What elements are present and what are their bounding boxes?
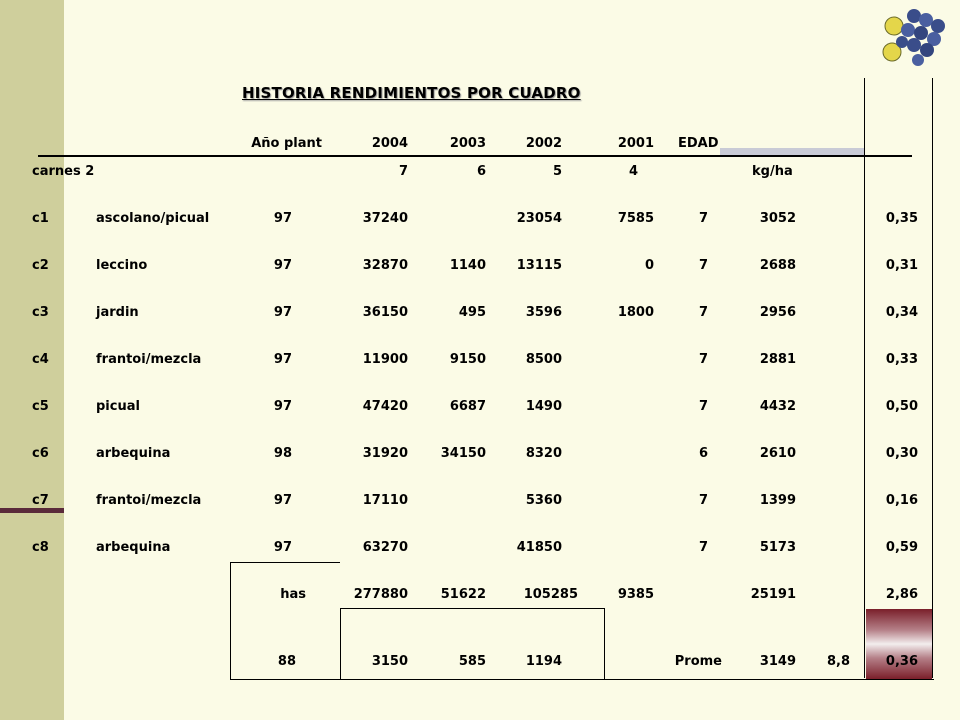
row-id: c2 (32, 258, 49, 273)
totals-2003: 51622 (440, 587, 486, 602)
row-ano: 97 (273, 352, 292, 367)
row-2003: 1140 (449, 258, 486, 273)
subheader-2004: 7 (398, 164, 408, 179)
row-id: c1 (32, 211, 49, 226)
row-2004: 17110 (362, 493, 408, 508)
summary-box-top (230, 562, 340, 563)
grapes-icon (878, 6, 958, 76)
row-kgha: 2688 (759, 258, 796, 273)
bottom-divider (230, 679, 934, 680)
row-2001: 7585 (617, 211, 654, 226)
row-2004: 63270 (362, 540, 408, 555)
col-header-ano: Año plant (251, 136, 322, 151)
row-id: c3 (32, 305, 49, 320)
row-ratio: 0,31 (885, 258, 918, 273)
totals-2004: 277880 (353, 587, 408, 602)
header-divider (38, 155, 912, 157)
row-variety: arbequina (96, 446, 171, 461)
row-2001: 0 (644, 258, 654, 273)
row-ratio: 0,33 (885, 352, 918, 367)
row-id: c8 (32, 540, 49, 555)
row-kgha: 1399 (759, 493, 796, 508)
row-edad: 7 (698, 540, 708, 555)
row-2003: 495 (458, 305, 486, 320)
subheader-unit: kg/ha (752, 164, 793, 179)
avg-2003: 585 (458, 654, 486, 669)
row-2002: 8320 (525, 446, 562, 461)
row-ano: 97 (273, 540, 292, 555)
row-ano: 97 (273, 305, 292, 320)
row-edad: 7 (698, 211, 708, 226)
row-kgha: 3052 (759, 211, 796, 226)
average-box-top (340, 608, 604, 609)
row-edad: 7 (698, 305, 708, 320)
row-2004: 36150 (362, 305, 408, 320)
row-variety: ascolano/picual (96, 211, 210, 226)
avg-extra: 8,8 (826, 654, 850, 669)
row-2002: 41850 (516, 540, 562, 555)
row-ratio: 0,35 (885, 211, 918, 226)
row-id: c7 (32, 493, 49, 508)
row-kgha: 4432 (759, 399, 796, 414)
col-header-edad: EDAD (678, 136, 719, 151)
row-edad: 7 (698, 258, 708, 273)
row-2002: 23054 (516, 211, 562, 226)
row-id: c6 (32, 446, 49, 461)
row-ratio: 0,16 (885, 493, 918, 508)
avg-2004: 3150 (371, 654, 408, 669)
row-2002: 3596 (525, 305, 562, 320)
row-ano: 97 (273, 493, 292, 508)
row-ano: 97 (273, 211, 292, 226)
row-kgha: 5173 (759, 540, 796, 555)
avg-2002: 1194 (525, 654, 562, 669)
row-variety: jardin (96, 305, 139, 320)
row-2004: 47420 (362, 399, 408, 414)
row-ano: 97 (273, 258, 292, 273)
row-ano: 98 (273, 446, 292, 461)
row-2002: 8500 (525, 352, 562, 367)
row-2003: 9150 (449, 352, 486, 367)
subheader-2001: 4 (628, 164, 638, 179)
avg-ratio: 0,36 (885, 654, 918, 669)
row-ratio: 0,50 (885, 399, 918, 414)
totals-kgha: 25191 (750, 587, 796, 602)
col-header-2004: 2004 (371, 136, 408, 151)
row-ratio: 0,59 (885, 540, 918, 555)
row-edad: 6 (698, 446, 708, 461)
row-2003: 6687 (449, 399, 486, 414)
row-variety: leccino (96, 258, 148, 273)
row-kgha: 2956 (759, 305, 796, 320)
column-divider (932, 78, 933, 678)
row-2002: 13115 (516, 258, 562, 273)
totals-ratio: 2,86 (885, 587, 918, 602)
row-variety: arbequina (96, 540, 171, 555)
totals-2001: 9385 (617, 587, 654, 602)
row-edad: 7 (698, 399, 708, 414)
row-edad: 7 (698, 352, 708, 367)
row-kgha: 2610 (759, 446, 796, 461)
row-edad: 7 (698, 493, 708, 508)
row-ratio: 0,30 (885, 446, 918, 461)
row-2004: 31920 (362, 446, 408, 461)
subheader-2003: 6 (476, 164, 486, 179)
avg-label: Prome (674, 654, 722, 669)
avg-has: 88 (277, 654, 296, 669)
row-ratio: 0,34 (885, 305, 918, 320)
totals-2002: 105285 (523, 587, 578, 602)
row-2004: 32870 (362, 258, 408, 273)
row-id: c5 (32, 399, 49, 414)
row-variety: frantoi/mezcla (96, 352, 202, 367)
row-2004: 37240 (362, 211, 408, 226)
average-box-right (604, 608, 605, 679)
row-2002: 5360 (525, 493, 562, 508)
row-variety: picual (96, 399, 140, 414)
col-header-2003: 2003 (449, 136, 486, 151)
subheader-label: carnes 2 (32, 164, 95, 179)
row-variety: frantoi/mezcla (96, 493, 202, 508)
col-header-2002: 2002 (525, 136, 562, 151)
row-id: c4 (32, 352, 49, 367)
row-2001: 1800 (617, 305, 654, 320)
avg-kgha: 3149 (759, 654, 796, 669)
col-header-2001: 2001 (617, 136, 654, 151)
subheader-2002: 5 (552, 164, 562, 179)
row-kgha: 2881 (759, 352, 796, 367)
row-ano: 97 (273, 399, 292, 414)
row-2003: 34150 (440, 446, 486, 461)
row-2004: 11900 (362, 352, 408, 367)
row-2002: 1490 (525, 399, 562, 414)
totals-label: has (280, 587, 306, 602)
page-title: HISTORIA RENDIMIENTOS POR CUADRO (242, 84, 581, 102)
